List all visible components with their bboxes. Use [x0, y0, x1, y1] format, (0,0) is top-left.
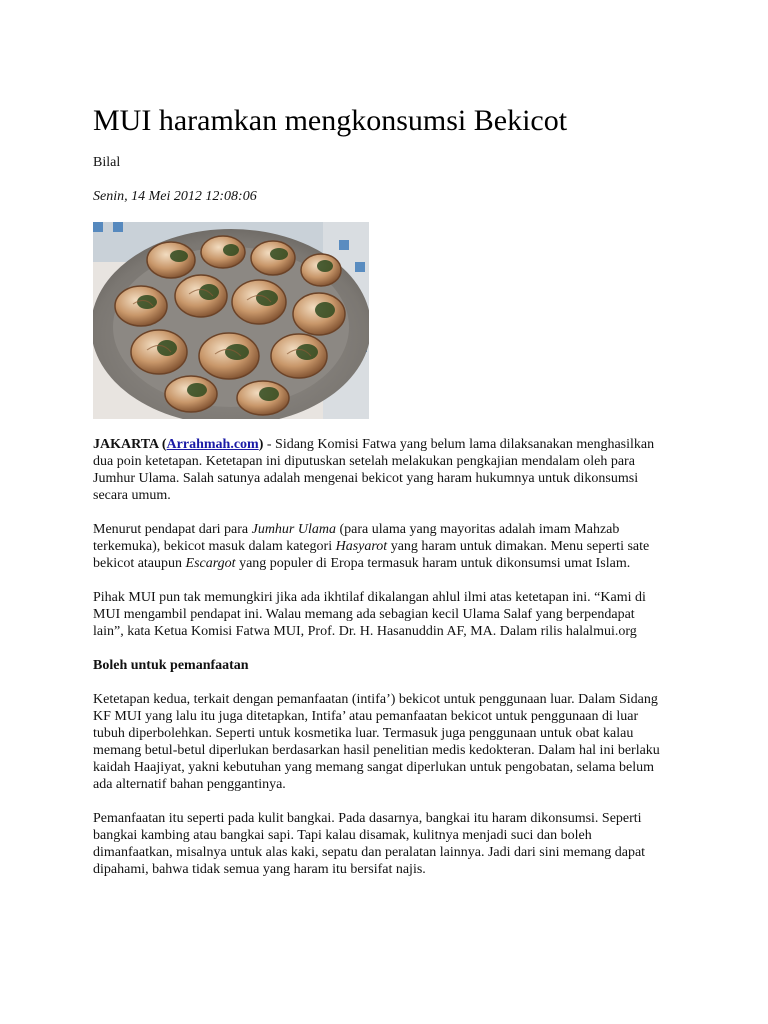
- paragraph-2-text-2: (para ulama yang mayoritas adalah imam Mahzab terkemuka), bekicot masuk dalam kategori: [93, 522, 620, 554]
- paren-close: ): [258, 437, 264, 452]
- paragraph-1: [93, 436, 668, 504]
- paren-open: (: [158, 437, 167, 452]
- author-name: Bilal: [93, 155, 121, 170]
- snail-dish-photo: [93, 222, 369, 419]
- paragraph-1-text: - Sidang Komisi Fatwa yang belum lama dilaksanakan menghasilkan dua poin ketetapan. Ketetapan ini diputuskan setelah melakukan pengkajian mendalam oleh para Jumhur Ulama. Salah satunya adalah mengenai bekicot yang haram hukumnya untuk dikonsumsi secara umum.: [93, 437, 655, 503]
- term-escargot: Escargot: [185, 556, 236, 571]
- paragraph-2-text-4: yang populer di Eropa termasuk haram untuk dikonsumsi umat Islam.: [235, 556, 631, 571]
- paragraph-2-text-1: Menurut pendapat dari para: [93, 522, 252, 537]
- source-link[interactable]: Arrahmah.com: [166, 437, 259, 452]
- article-body: [93, 436, 668, 895]
- article-title: MUI haramkan mengkonsumsi Bekicot: [93, 104, 568, 137]
- paragraph-2: [93, 521, 668, 572]
- publish-date: Senin, 14 Mei 2012 12:08:06: [93, 189, 257, 204]
- paragraph-4: Ketetapan kedua, terkait dengan pemanfaatan (intifa’) bekicot untuk penggunaan luar. Dalam Sidang KF MUI yang lalu itu juga ditetapkan, Intifa’ atau pemanfaatan bekicot untuk penggunaan di luar tubuh diperbolehkan. Seperti untuk kosmetika luar. Termasuk juga penggunaan untuk obat kalau memang betul-betul diperlukan berdasarkan hasil penelitian medis kedokteran. Dalam hal ini berlaku kaidah Haajiyat, yakni kebutuhan yang memang sangat diperlukan untuk pengobatan, selama belum ada alternatif bahan penggantinya.: [93, 692, 660, 792]
- dateline-location: JAKARTA: [93, 437, 159, 452]
- paragraph-3: Pihak MUI pun tak memungkiri jika ada ikhtilaf dikalangan ahlul ilmi atas ketetapan ini. “Kami di MUI mengambil pendapat ini. Walau memang ada sebagian kecil Ulama Salaf yang berpendapat lain”, kata Ketua Komisi Fatwa MUI, Prof. Dr. H. Hasanuddin AF, MA. Dalam rilis halalmui.org: [93, 590, 646, 639]
- paragraph-5: Pemanfaatan itu seperti pada kulit bangkai. Pada dasarnya, bangkai itu haram dikonsumsi. Seperti bangkai kambing atau bangkai sapi. Tapi kalau disamak, kulitnya menjadi suci dan boleh dimanfaatkan, misalnya untuk alas kaki, sepatu dan peralatan lainnya. Jadi dari sini memang dapat dipahami, bahwa tidak semua yang haram itu bersifat najis.: [93, 811, 646, 877]
- paragraph-2-text-3: yang haram untuk dimakan. Menu seperti sate bekicot ataupun: [93, 539, 650, 571]
- term-jumhur-ulama: Jumhur Ulama: [251, 522, 336, 537]
- term-hasyarot: Hasyarot: [335, 539, 388, 554]
- section-heading: Boleh untuk pemanfaatan: [93, 658, 249, 673]
